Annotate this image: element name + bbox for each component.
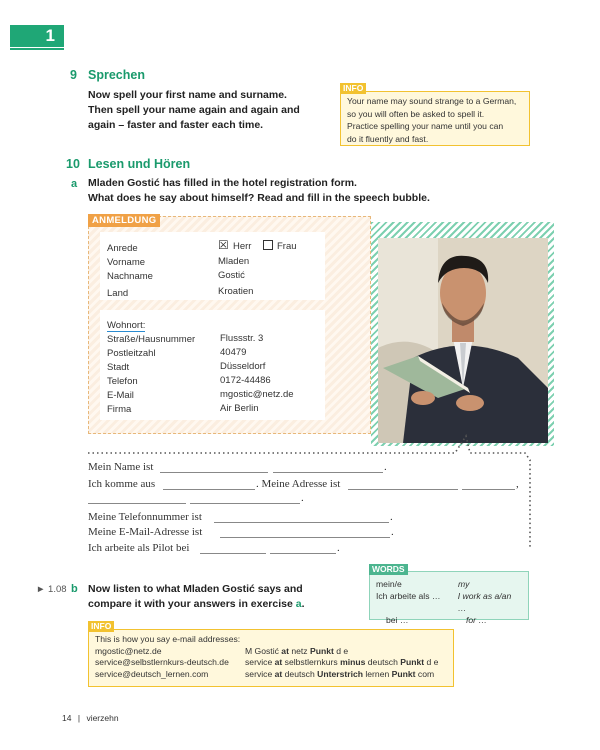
label-stadt: Stadt: [107, 362, 130, 373]
words-row: Ich arbeite als … I work as a/an …: [376, 591, 512, 613]
instruction-line: Now listen to what Mladen Gostić says and: [88, 583, 303, 595]
punct: .: [337, 542, 340, 554]
bubble-line-address: . Meine Adresse ist: [256, 478, 341, 490]
part-b-letter: b: [71, 583, 78, 595]
blank-email[interactable]: [220, 537, 390, 538]
blank-surname[interactable]: [273, 472, 383, 473]
instruction-line: Mladen Gostić has filled in the hotel registration form.: [88, 177, 357, 189]
label-wohnort: Wohnort:: [107, 320, 146, 331]
blank-country[interactable]: [163, 489, 255, 490]
info-intro: This is how you say e-mail addresses:: [95, 634, 241, 644]
label-land: Land: [107, 288, 129, 299]
punct: .: [390, 511, 393, 523]
words-row: bei … for …: [386, 615, 488, 625]
label-vorname: Vorname: [107, 257, 146, 268]
info-line: Practice spelling your name until you can: [347, 121, 504, 131]
footer-separator: |: [77, 713, 81, 723]
section-10-number: 10: [66, 157, 80, 171]
page-number: 14: [62, 713, 72, 723]
words-row: mein/e my: [376, 579, 470, 589]
blank-phone[interactable]: [214, 522, 389, 523]
bubble-line-country: Ich komme aus: [88, 478, 156, 490]
instruction-line: compare it with your answers in exercise a.: [88, 598, 305, 610]
checkbox-herr-checked[interactable]: ☒: [218, 238, 229, 252]
punct: .: [391, 526, 394, 538]
bubble-line-email: Meine E-Mail-Adresse ist: [88, 526, 203, 538]
bubble-line-company: Ich arbeite als Pilot bei: [88, 542, 190, 554]
value-nachname: Gostić: [218, 270, 245, 281]
label-email: E-Mail: [107, 390, 134, 401]
punct: ,: [516, 478, 519, 490]
blank-street[interactable]: [348, 489, 458, 490]
label-postleitzahl: Postleitzahl: [107, 348, 156, 359]
value-firma: Air Berlin: [220, 403, 259, 414]
instruction-line: Now spell your first name and surname.: [88, 89, 287, 101]
page-word: vierzehn: [86, 713, 119, 723]
info-line: do it fluently and fast.: [347, 133, 429, 144]
part-a-letter: a: [71, 178, 78, 190]
label-telefon: Telefon: [107, 376, 138, 387]
label-firma: Firma: [107, 404, 132, 415]
chapter-number: 1: [45, 26, 55, 45]
value-stadt: Düsseldorf: [220, 361, 266, 372]
info-tag: INFO: [340, 83, 366, 94]
blank-company-1[interactable]: [200, 553, 266, 554]
section-9-title: Sprechen: [88, 68, 145, 82]
page-footer: [62, 713, 119, 723]
blank-first-name[interactable]: [160, 472, 268, 473]
value-vorname: Mladen: [218, 256, 250, 267]
email-row: service@selbstlernkurs-deutsch.de service at selbstlernkurs minus deutsch Punkt d e: [95, 657, 439, 667]
punct: .: [384, 461, 387, 473]
blank-postcode[interactable]: [88, 503, 186, 504]
bubble-line-phone: Meine Telefonnummer ist: [88, 511, 202, 523]
punct: .: [301, 492, 304, 504]
info-tag: INFO: [88, 621, 114, 632]
section-10-title: Lesen und Hören: [88, 157, 191, 171]
blank-company-2[interactable]: [270, 553, 336, 554]
value-postleitzahl: 40479: [220, 347, 247, 358]
info-line: Your name may sound strange to a German,: [347, 96, 517, 106]
words-box: [369, 571, 529, 625]
email-row: mgostic@netz.de M Gostić at netz Punkt d e: [95, 645, 349, 656]
part-b-instruction: [88, 582, 348, 612]
option-herr: Herr: [233, 241, 252, 252]
section-9-number: 9: [70, 68, 77, 82]
label-nachname: Nachname: [107, 271, 153, 282]
instruction-line: What does he say about himself? Read and fill in the speech bubble.: [88, 192, 430, 204]
blank-city[interactable]: [190, 503, 300, 504]
form-tag: ANMELDUNG: [88, 214, 160, 227]
email-row: service@deutsch_lernen.com service at deutsch Unterstrich lernen Punkt com: [95, 668, 435, 679]
value-email: mgostic@netz.de: [220, 389, 294, 400]
info-box-email: [88, 629, 454, 687]
option-frau: Frau: [277, 241, 297, 252]
label-strasse: Straße/Hausnummer: [107, 334, 196, 345]
exercise-ref: a: [295, 598, 302, 610]
value-telefon: 0172-44486: [220, 375, 271, 386]
label-anrede: Anrede: [107, 243, 138, 254]
instruction-line: again – faster and faster each time.: [88, 119, 264, 131]
blank-number[interactable]: [462, 489, 515, 490]
info-line: so you will often be asked to spell it.: [347, 108, 485, 119]
instruction-line: Then spell your name again and again and: [88, 104, 300, 116]
words-tag: WORDS: [369, 564, 408, 575]
value-land: Kroatien: [218, 286, 254, 297]
bubble-line-name: Mein Name ist: [88, 461, 154, 473]
audio-track[interactable]: ► 1.08: [36, 584, 67, 595]
value-strasse: Flussstr. 3: [220, 333, 264, 344]
